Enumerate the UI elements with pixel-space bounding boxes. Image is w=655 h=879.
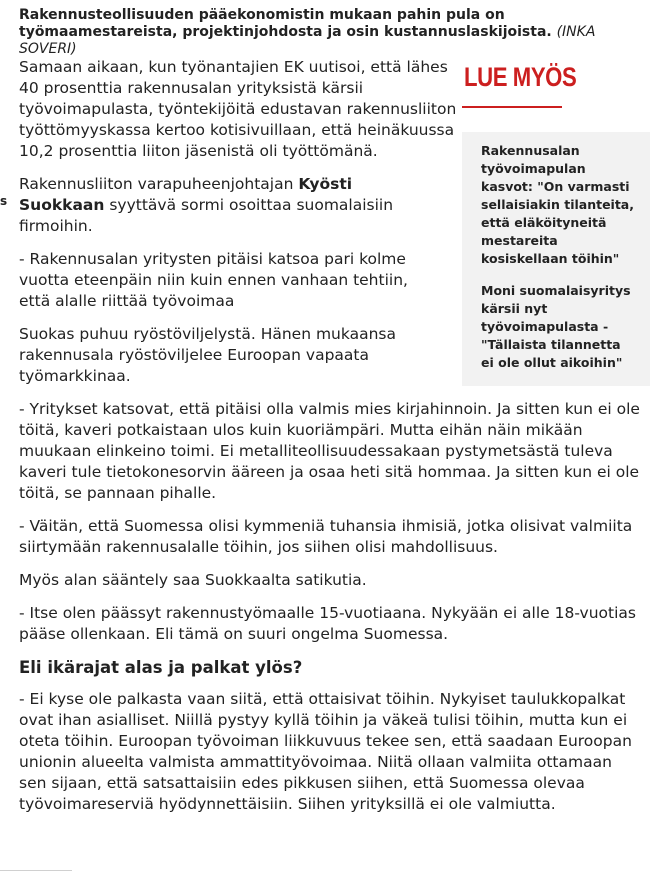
edge-fragment: s [0, 194, 8, 208]
article-body [19, 57, 644, 827]
caption-text: Rakennusteollisuuden pääekonomistin mukaan pahin pula on työmaamestareista, projektinjohdosta ja osin kustannuslaskijoista. [19, 7, 552, 40]
related-link-1[interactable]: Rakennusalan työvoimapulan kasvot: "On varmasti sellaisiakin tilanteita, että eläköityneitä mestareita kosiskellaan töihin" [481, 143, 634, 266]
image-caption [19, 7, 649, 58]
paragraph-5: - Yritykset katsovat, että pitäisi olla valmis mies kirjahinnoin. Ja sitten kun ei ole töitä, kaveri potkaistaan ulos kuin kuoriämpäri. Mutta eihän näin mikään muukaan elinkeino toimi. Ei metalliteollisuudessakaan pystymetsästä tuleva kaveri tule tietokonesorvin ääreen ja osaa heti sitä hommaa. Ja sitten kun ei ole töitä, se pannaan pihalle. [19, 400, 640, 502]
paragraph-2 [19, 174, 419, 237]
paragraph-1: Samaan aikaan, kun työnantajien EK uutisoi, että lähes 40 prosenttia rakennusalan yrityksistä kärsii työvoimapulasta, työntekijöitä edustavan rakennusliiton työttömyyskassa kertoo kotisivuillaan, että heinäkuussa 10,2 prosenttia liiton jäsenistä oli työttömänä. [19, 58, 457, 160]
related-link-2[interactable]: Moni suomalaisyritys kärsii nyt työvoimapulasta - "Tällaista tilannetta ei ole ollut aikoihin" [481, 283, 631, 370]
p2-text-b: syyttävä sormi osoittaa suomalaisiin firmoihin. [19, 196, 394, 235]
paragraph-8: - Itse olen päässyt rakennustyömaalle 15-vuotiaana. Nykyään ei alle 18-vuotias pääse ollenkaan. Eli tämä on suuri ongelma Suomessa. [19, 604, 636, 643]
photo-credit: (INKA SOVERI) [19, 24, 596, 57]
related-title: LUE MYÖS [464, 62, 577, 92]
paragraph-4: Suokas puhuu ryöstöviljelystä. Hänen mukaansa rakennusala ryöstöviljelee Euroopan vapaata työmarkkinaa. [19, 325, 396, 385]
paragraph-6: - Väitän, että Suomessa olisi kymmeniä tuhansia ihmisiä, jotka olisivat valmiita siirtymään rakennusalalle töihin, jos siihen olisi mahdollisuus. [19, 517, 633, 556]
bottom-divider [0, 870, 72, 871]
person-name: Kyösti Suokkaan [19, 175, 353, 214]
subheading: Eli ikärajat alas ja palkat ylös? [19, 658, 303, 677]
paragraph-7: Myös alan sääntely saa Suokkaalta satikutia. [19, 571, 367, 589]
p2-text-a: Rakennusliiton varapuheenjohtajan [19, 175, 299, 193]
paragraph-3: - Rakennusalan yritysten pitäisi katsoa pari kolme vuotta eteenpäin niin kuin ennen vanhaan tehtiin, että alalle riittää työvoimaa [19, 250, 408, 310]
paragraph-9: - Ei kyse ole palkasta vaan siitä, että ottaisivat töihin. Nykyiset taulukkopalkat ovat ihan asialliset. Niillä pystyy kyllä töihin ja väkeä tulisi töihin, mutta kun ei oteta töihin. Euroopan työvoiman liikkuvuus tekee sen, että saadaan Euroopan unionin alueelta valmista ammattityövoimaa. Niitä ollaan valmiita ottamaan sen sijaan, että satsattaisiin edes pikkusen siihen, että Suomessa olevaa työvoimareserviä hyödynnettäisiin. Siihen yrityksillä ei ole valmiutta. [19, 690, 632, 813]
